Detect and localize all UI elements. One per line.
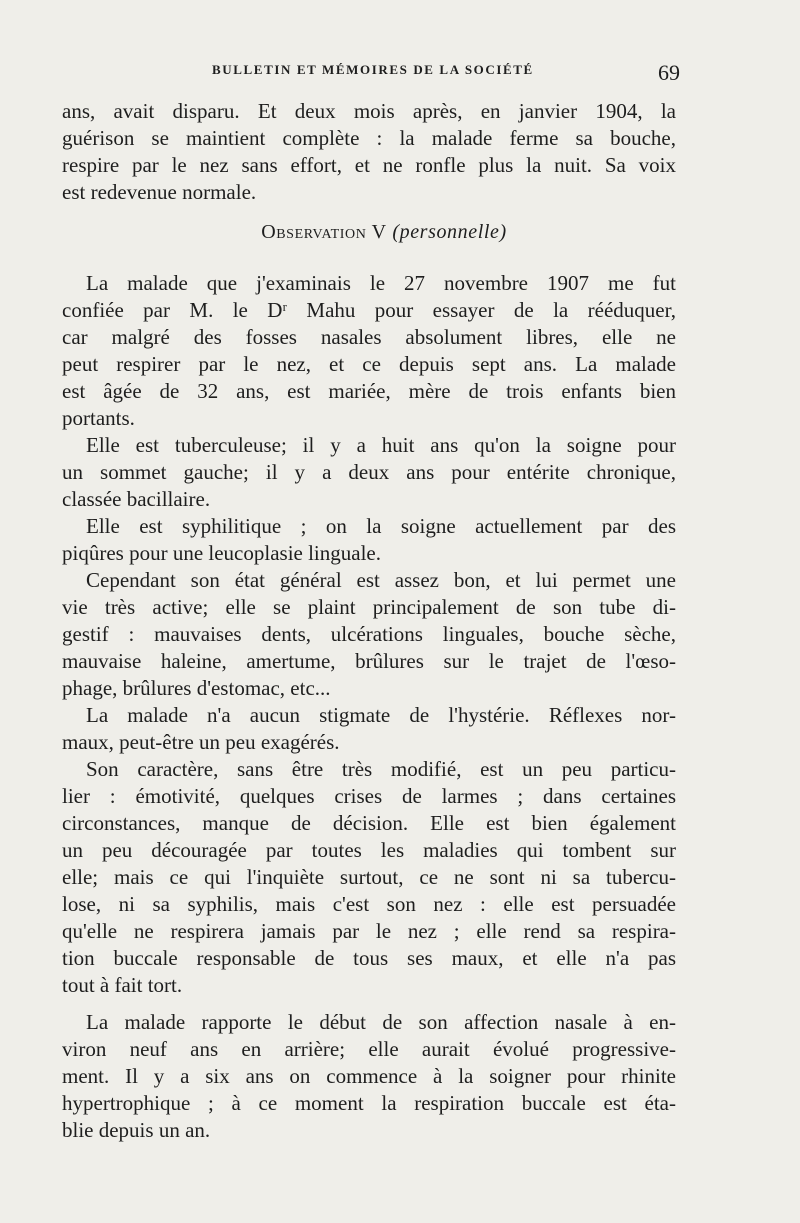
spacer [62,206,676,216]
text-line: lose, ni sa syphilis, mais c'est son nez : elle est persuadée [62,892,676,916]
heading-label: Observation V [261,221,387,243]
page-number: 69 [658,60,680,85]
paragraph [62,702,676,756]
text-line: Cependant son état général est assez bon, et lui permet une [86,568,676,592]
section-heading [62,218,676,246]
text-line: respire par le nez sans effort, et ne ronfle plus la nuit. Sa voix [62,153,676,177]
text-line: lier : émotivité, quelques crises de larmes ; dans certaines [62,784,676,808]
text-line: Elle est tuberculeuse; il y a huit ans qu'on la soigne pour [86,433,676,457]
paragraph [62,270,676,432]
text-line: peut respirer par le nez, et ce depuis sept ans. La malade [62,352,676,376]
text-line: Elle est syphilitique ; on la soigne actuellement par des [86,514,676,538]
running-head: BULLETIN ET MÉMOIRES DE LA SOCIÉTÉ [212,62,534,77]
text-line: viron neuf ans en arrière; elle aurait évolué progressive- [62,1037,676,1061]
text-line: piqûres pour une leucoplasie linguale. [62,541,381,565]
paragraph [62,567,676,702]
text-line: phage, brûlures d'estomac, etc... [62,676,331,700]
text-line: Son caractère, sans être très modifié, est un peu particu- [86,757,676,781]
text-line: guérison se maintient complète : la malade ferme sa bouche, [62,126,676,150]
text-line: elle; mais ce qui l'inquiète surtout, ce ne sont ni sa tubercu- [62,865,676,889]
text-line: est redevenue normale. [62,180,257,204]
text-line: La malade rapporte le début de son affection nasale à en- [86,1010,676,1034]
text-line: qu'elle ne respirera jamais par le nez ; elle rend sa respira- [62,919,676,943]
text-line: tout à fait tort. [62,973,183,997]
paragraph [62,1009,676,1144]
text-line: La malade que j'examinais le 27 novembre 1907 me fut [86,271,676,295]
page-body [62,98,676,1144]
paragraph [62,513,676,567]
paragraph [62,756,676,999]
text-line: portants. [62,406,135,430]
text-line: tion buccale responsable de tous ses maux, et elle n'a pas [62,946,676,970]
text-line: classée bacillaire. [62,487,211,511]
text-line: confiée par M. le Dʳ Mahu pour essayer de la rééduquer, [62,298,676,322]
spacer [62,246,676,270]
paragraph [62,432,676,513]
text-line: blie depuis un an. [62,1118,211,1142]
paragraph-continuation [62,98,676,206]
text-line: un sommet gauche; il y a deux ans pour entérite chronique, [62,460,676,484]
text-line: est âgée de 32 ans, est mariée, mère de trois enfants bien [62,379,676,403]
text-line: vie très active; elle se plaint principalement de son tube di- [62,595,676,619]
text-line: car malgré des fosses nasales absolument libres, elle ne [62,325,676,349]
text-line: circonstances, manque de décision. Elle est bien également [62,811,676,835]
heading-qualifier: (personnelle) [392,221,507,243]
text-line: maux, peut-être un peu exagérés. [62,730,340,754]
text-line: gestif : mauvaises dents, ulcérations linguales, bouche sèche, [62,622,676,646]
text-line: un peu découragée par toutes les maladies qui tombent sur [62,838,676,862]
text-line: ment. Il y a six ans on commence à la soigner pour rhinite [62,1064,676,1088]
text-line: hypertrophique ; à ce moment la respiration buccale est éta- [62,1091,676,1115]
spacer [62,999,676,1009]
text-line: La malade n'a aucun stigmate de l'hystérie. Réflexes nor- [86,703,676,727]
text-line: mauvaise haleine, amertume, brûlures sur le trajet de l'œso- [62,649,676,673]
text-line: ans, avait disparu. Et deux mois après, en janvier 1904, la [62,99,676,123]
